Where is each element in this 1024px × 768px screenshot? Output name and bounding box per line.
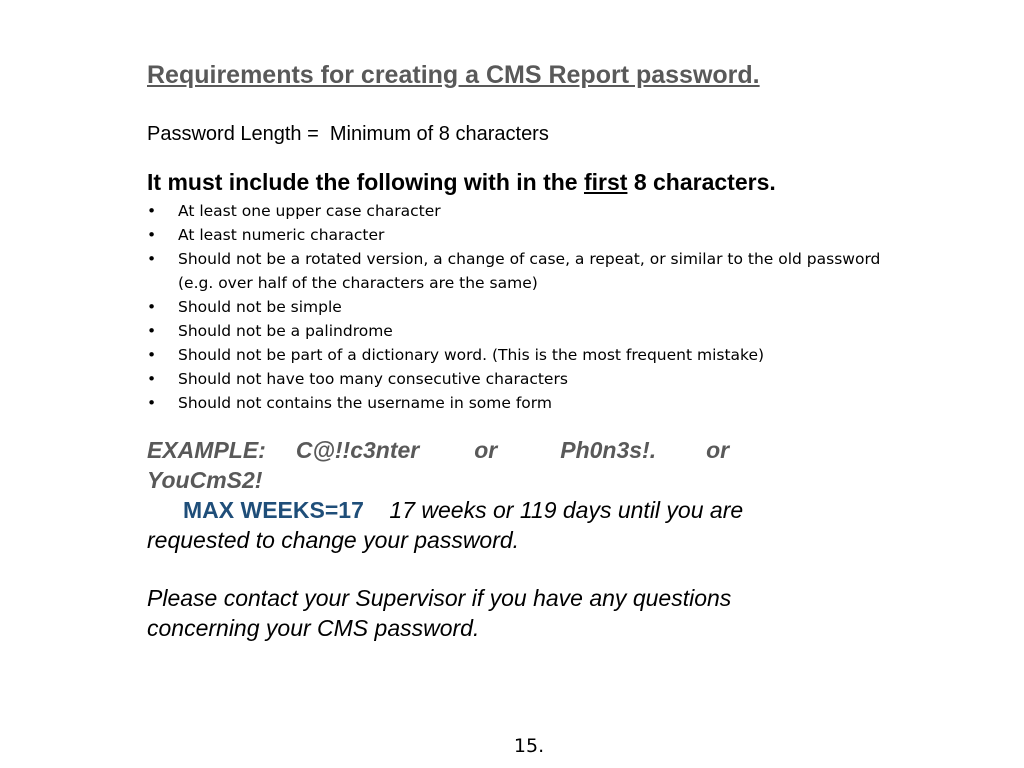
list-item-text: Should not be a rotated version, a change of case, a repeat, or similar to the old password (e.g. over half of the characters are the same) <box>178 250 881 292</box>
bullet-icon: • <box>147 322 157 340</box>
bullet-icon: • <box>147 298 157 316</box>
list-item <box>147 295 917 319</box>
requirements-list <box>147 199 917 415</box>
example-label: EXAMPLE: <box>147 437 266 463</box>
list-item-text: Should not be simple <box>178 298 342 316</box>
requirements-heading-prefix: It must include the following with in the <box>147 169 584 195</box>
list-item-text: Should not be part of a dictionary word. (This is the most frequent mistake) <box>178 346 765 364</box>
bullet-icon: • <box>147 346 157 364</box>
list-item <box>147 319 917 343</box>
list-item-text: At least one upper case character <box>178 202 441 220</box>
list-item <box>147 223 917 247</box>
list-item-text: Should not be a palindrome <box>178 322 393 340</box>
contact-note: Please contact your Supervisor if you have any questions concerning your CMS password. <box>147 585 732 641</box>
max-weeks-label: MAX WEEKS=17 <box>183 497 364 523</box>
max-weeks-note <box>147 495 847 555</box>
password-length-line: Password Length = Minimum of 8 characters <box>147 123 549 145</box>
list-item <box>147 343 917 367</box>
bullet-icon: • <box>147 202 157 220</box>
example-or-2: or <box>706 437 730 463</box>
list-item <box>147 199 917 223</box>
requirements-heading <box>147 167 917 197</box>
bullet-icon: • <box>147 370 157 388</box>
list-item <box>147 247 917 295</box>
page-number: 15. <box>513 735 545 757</box>
max-weeks-text: 17 weeks or 119 days until you are requested to change your password. <box>147 497 744 553</box>
list-item <box>147 391 917 415</box>
requirements-heading-underlined: first <box>583 169 628 195</box>
requirements-heading-suffix: 8 characters. <box>627 169 776 195</box>
list-item-text: Should not contains the username in some form <box>178 394 552 412</box>
bullet-icon: • <box>147 394 157 412</box>
example-or-1: or <box>474 437 498 463</box>
bullet-icon: • <box>147 250 157 268</box>
example-password-1: C@!!c3nter <box>295 437 420 463</box>
list-item-text: Should not have too many consecutive characters <box>178 370 568 388</box>
list-item <box>147 367 917 391</box>
example-password-3: YouCmS2! <box>147 467 263 493</box>
example-password-2: Ph0n3s!. <box>560 437 657 463</box>
list-item-text: At least numeric character <box>178 226 385 244</box>
bullet-icon: • <box>147 226 157 244</box>
slide-content <box>147 58 917 643</box>
example-passwords <box>147 435 847 495</box>
page-title: Requirements for creating a CMS Report password. <box>147 61 760 89</box>
